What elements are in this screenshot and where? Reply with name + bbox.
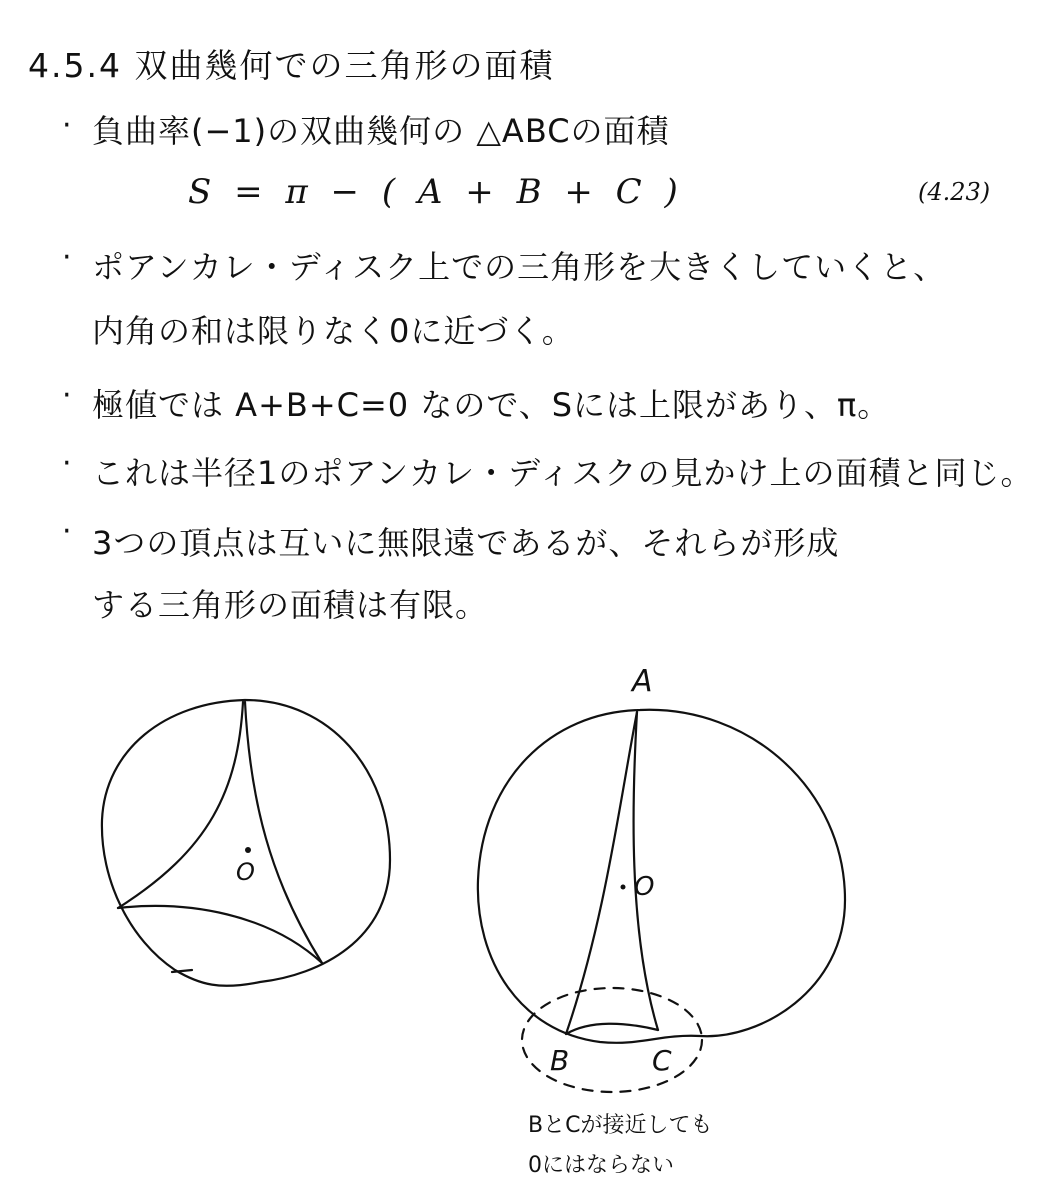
bullet-dot: · <box>62 378 72 413</box>
right-geodesic-bc <box>566 1024 658 1034</box>
right-geodesic-ab <box>566 712 637 1034</box>
right-center-dot <box>621 885 626 890</box>
vertex-label-c: C <box>652 1044 672 1077</box>
item-enlarge-triangle: ポアンカレ・ディスク上での三角形を大きくしていくと、 <box>92 248 947 286</box>
right-disk-circle <box>478 710 845 1043</box>
bullet-dot: · <box>62 108 72 143</box>
section-heading: 4.5.4 双曲幾何での三角形の面積 <box>28 46 555 85</box>
vertex-label-a: A <box>632 664 653 699</box>
bullet-dot: · <box>62 514 72 549</box>
left-center-label: O <box>236 858 255 886</box>
left-triangle-arc-1 <box>118 702 243 908</box>
equation-number: (4.23) <box>918 178 991 206</box>
left-center-dot <box>245 847 251 853</box>
bullet-dot: · <box>62 240 72 275</box>
right-geodesic-ac <box>634 712 658 1030</box>
figure-note-line2: 0にはならない <box>528 1153 674 1178</box>
item-extreme-value: 極値では A+B+C=0 なので、Sには上限があり、π。 <box>92 386 891 424</box>
item-angle-sum-limit: 内角の和は限りなく0に近づく。 <box>92 312 575 350</box>
item-finite-area: する三角形の面積は有限。 <box>92 586 489 624</box>
item-same-as-disk-area: これは半径1のポアンカレ・ディスクの見かけ上の面積と同じ。 <box>92 454 1034 492</box>
item-curvature-area: 負曲率(−1)の双曲幾何の △ABCの面積 <box>92 112 670 150</box>
bullet-dot: · <box>62 446 72 481</box>
center-label-o: O <box>634 872 655 902</box>
dashed-zoom-circle <box>522 988 702 1092</box>
item-vertices-at-infinity: 3つの頂点は互いに無限遠であるが、それらが形成 <box>92 524 840 562</box>
figure-note-line1: BとCが接近しても <box>528 1113 713 1138</box>
vertex-label-b: B <box>550 1044 570 1077</box>
left-disk-circle <box>102 700 390 986</box>
left-triangle-arc-3 <box>118 906 322 963</box>
area-formula: S = π − ( A + B + C ) <box>188 172 684 212</box>
